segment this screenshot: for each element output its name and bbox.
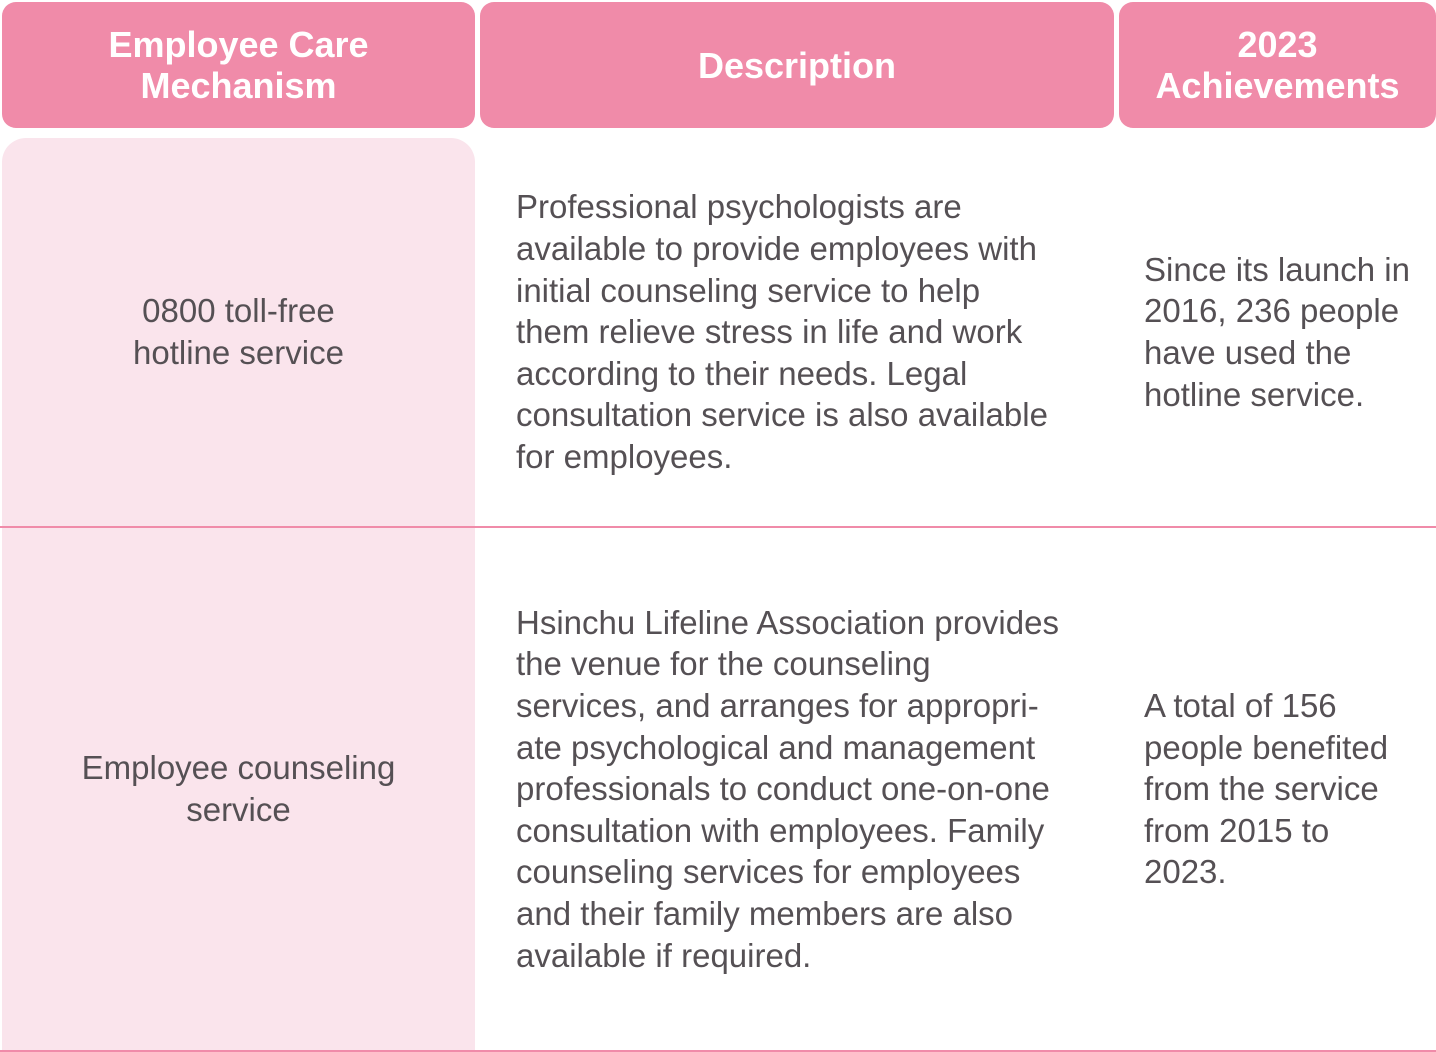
header-description [480,2,1114,128]
row-2-mechanism-text: Employee counseling service [81,749,396,828]
row-1-achievements-text: Since its launch in 2016, 236 people have used the hotline service. [1144,250,1410,413]
row-1-mechanism-text: 0800 toll-free hotline service [133,292,344,371]
row-2-mechanism [2,528,475,1050]
header-achievements [1119,2,1436,128]
row-1-achievements [1144,138,1436,526]
header-mechanism-label: Employee Care Mechanism [108,24,369,106]
header-mechanism [2,2,475,128]
row-2-achievements [1144,528,1436,1050]
row-1-description [516,138,1106,526]
header-achievements-label: 2023 Achievements [1155,24,1400,106]
row-1-mechanism [2,138,475,526]
row-2-achievements-text: A total of 156 people benefited from the service from 2015 to 2023. [1144,687,1389,891]
row-1-description-text: Professional psychologists are available to provide employees with initial counseling service to help them relieve stress in life and work according to their needs. Legal consultation service is also available for employees. [516,188,1048,475]
row-2-description [516,528,1106,1050]
header-description-label: Description [697,44,897,86]
row-2-description-text: Hsinchu Lifeline Association provides the venue for the counseling services, and arranges for appropri- ate psychological and management professionals to conduct one-on-one consultation with employees. Family counseling services for employees and their family members are also available if required. [516,603,1059,974]
